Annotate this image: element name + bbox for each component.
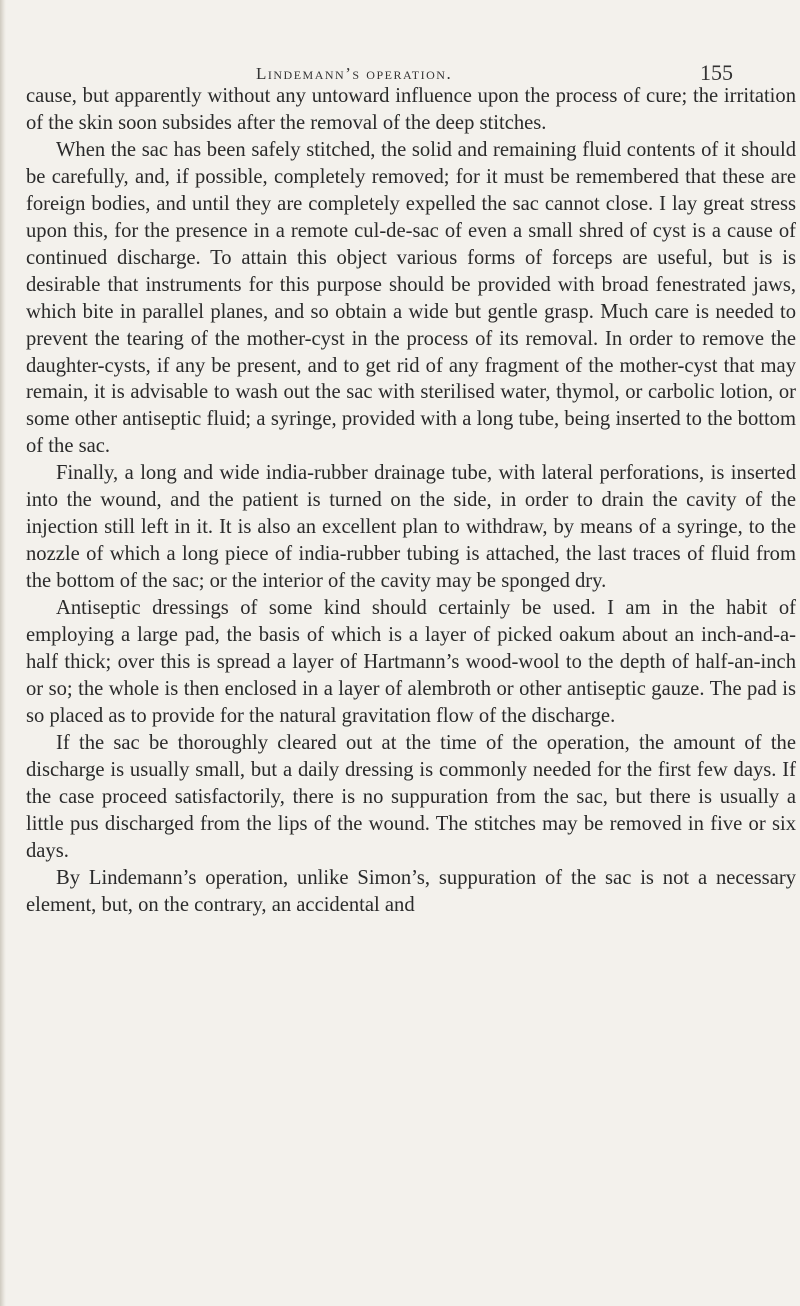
paragraph-4: Antiseptic dressings of some kind should certainly be used. I am in the habit of employing a large pad, the basis of which is a layer of picked oakum about an inch-and-a-half thick; over this is spread a layer of Hartmann’s wood-wool to the depth of half-an-inch or so; the whole is then enclosed in a layer of alembroth or other antiseptic gauze. The pad is so placed as to provide for the natural gravitation flow of the discharge. — [26, 597, 796, 727]
paragraph-2: When the sac has been safely stitched, the solid and remaining fluid contents of it should be carefully, and, if possible, completely removed; for it must be remembered that these are foreign bodies, and until they are completely expelled the sac cannot close. I lay great stress upon this, for the presence in a remote cul-de-sac of even a small shred of cyst is a cause of continued discharge. To attain this object various forms of forceps are useful, but is is desirable that instruments for this purpose should be provided with broad fenestrated jaws, which bite in parallel planes, and so obtain a wide but gentle grasp. Much care is needed to prevent the tearing of the mother-cyst in the process of its removal. In order to remove the daughter-cysts, if any be present, and to get rid of any fragment of the mother-cyst that may remain, it is advisable to wash out the sac with sterilised water, thymol, or carbolic lotion, or some other antiseptic fluid; a syringe, provided with a long tube, being inserted to the bottom of the sac. — [26, 138, 796, 458]
page-number: 155 — [700, 60, 733, 85]
paragraph-3: Finally, a long and wide india-rubber drainage tube, with lateral perforations, is inserted into the wound, and the patient is turned on the side, in order to drain the cavity of the injection still left in it. It is also an excellent plan to withdraw, by means of a syringe, to the nozzle of which a long piece of india-rubber tubing is attached, the last traces of fluid from the bottom of the sac; or the interior of the cavity may be sponged dry. — [26, 462, 796, 593]
paragraph-5: If the sac be thoroughly cleared out at the time of the operation, the amount of the discharge is usually small, but a daily dressing is commonly needed for the first few days. If the case proceed satisfactorily, there is no suppuration from the sac, but there is usually a little pus discharged from the lips of the wound. The stitches may be removed in five or six days. — [26, 731, 796, 862]
paragraph-6: By Lindemann’s operation, unlike Simon’s, suppuration of the sac is not a necessary element, but, on the contrary, an accidental and — [26, 866, 796, 916]
running-title: Lindemann’s operation. — [256, 64, 453, 83]
paragraph-1: cause, but apparently without any untoward influence upon the process of cure; the irritation of the skin soon subsides after the removal of the deep stitches. — [26, 85, 796, 134]
body-text — [26, 83, 796, 919]
